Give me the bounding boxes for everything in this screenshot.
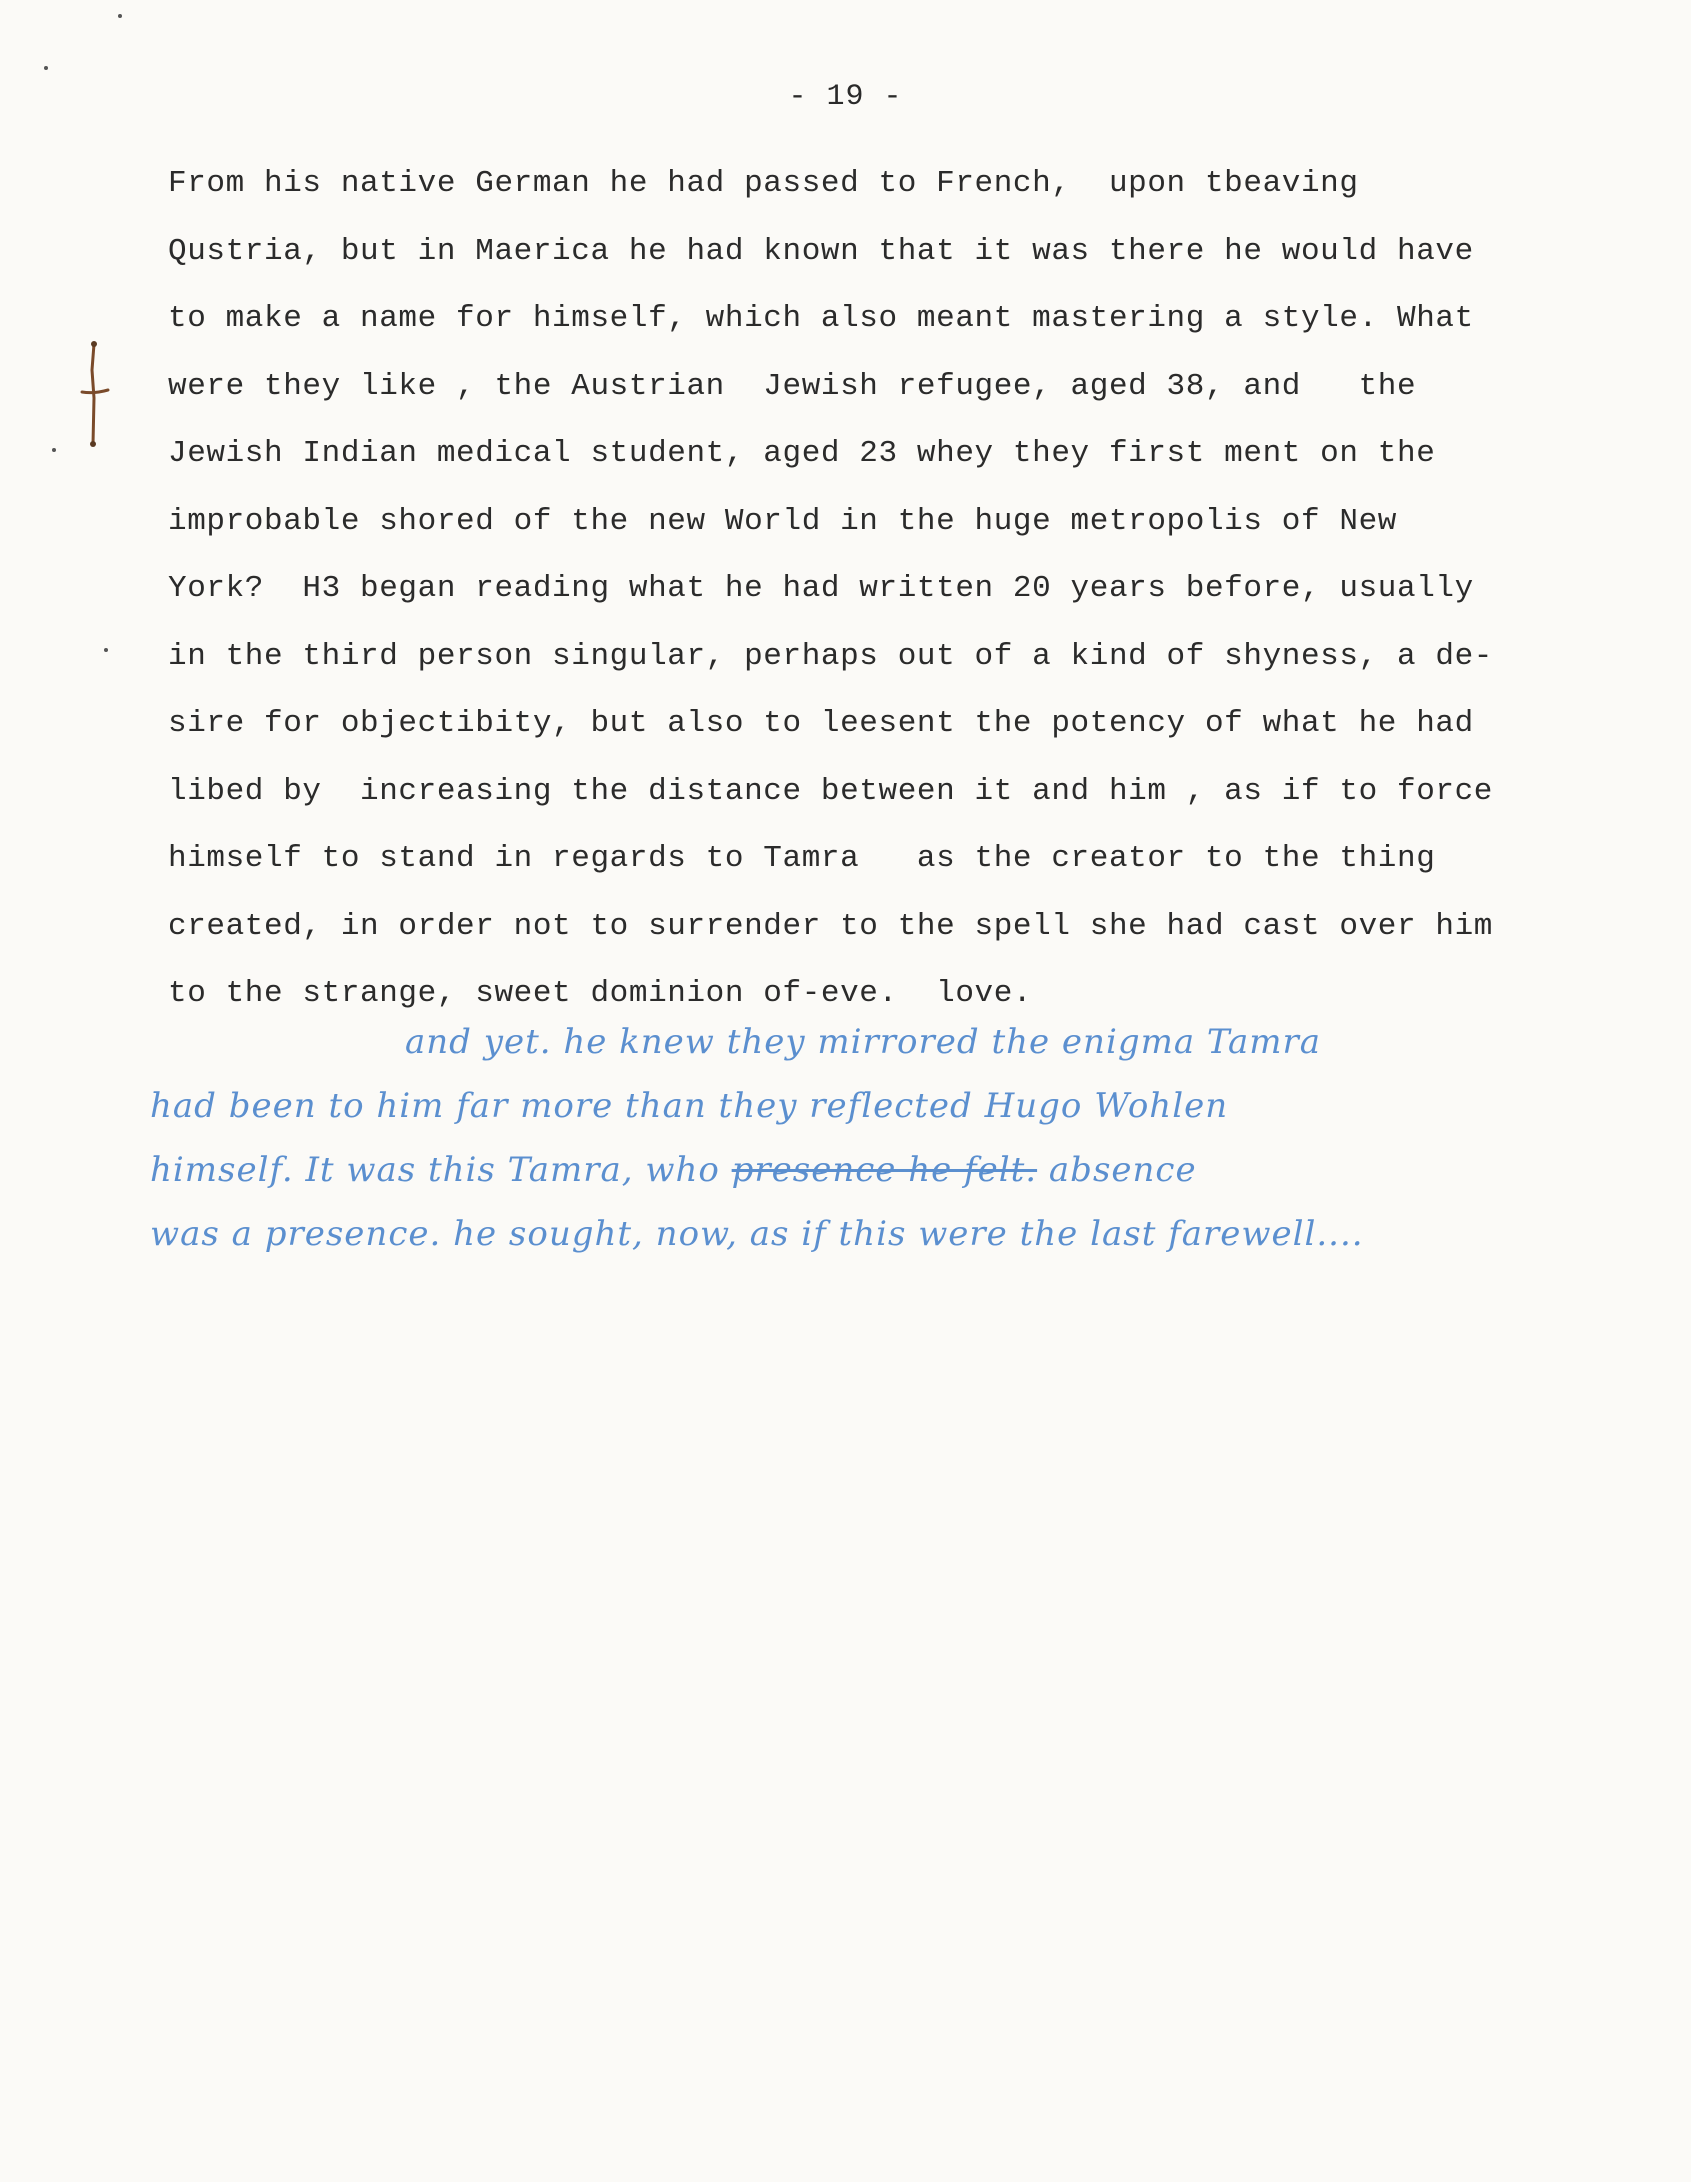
- paper-speck: [118, 14, 122, 18]
- paper-speck: [44, 66, 48, 70]
- handwritten-line: [150, 1138, 1570, 1202]
- paper-speck: [52, 448, 56, 452]
- typed-line: to the strange, sweet dominion of-eve. love.: [168, 976, 1033, 1011]
- typed-line: libed by increasing the distance between it and him , as if to force: [168, 773, 1494, 809]
- typed-line: Qustria, but in Maerica he had known that it was there he would have: [168, 233, 1474, 269]
- handwritten-line: had been to him far more than they reflected Hugo Wohlen: [150, 1086, 1229, 1126]
- margin-bracket-mark: [74, 340, 114, 450]
- struck-out-text: presence he felt.: [731, 1150, 1038, 1190]
- typed-line: created, in order not to surrender to the spell she had cast over him: [168, 908, 1494, 944]
- page-number: - 19 -: [788, 80, 903, 114]
- typed-line: From his native German he had passed to French, upon tbeaving: [168, 166, 1359, 201]
- typed-line: were they like , the Austrian Jewish refugee, aged 38, and the: [168, 368, 1417, 404]
- typed-line: York? H3 began reading what he had written 20 years before, usually: [168, 571, 1474, 606]
- typed-line: in the third person singular, perhaps out of a kind of shyness, a de-: [168, 638, 1494, 674]
- handwritten-annotation: [150, 1010, 1570, 1266]
- typed-text-body: [168, 150, 1568, 1028]
- handwritten-text: absence: [1048, 1150, 1197, 1190]
- handwritten-text: himself. It was this Tamra, who: [150, 1150, 720, 1190]
- typed-line: Jewish Indian medical student, aged 23 whey they first ment on the: [168, 436, 1436, 471]
- typed-line: improbable shored of the new World in the huge metropolis of New: [168, 503, 1397, 539]
- typed-line: himself to stand in regards to Tamra as the creator to the thing: [168, 841, 1436, 876]
- handwritten-line: and yet. he knew they mirrored the enigma Tamra: [405, 1022, 1321, 1062]
- paper-speck: [104, 648, 108, 652]
- typed-line: sire for objectibity, but also to leesent the potency of what he had: [168, 706, 1474, 741]
- handwritten-line: was a presence. he sought, now, as if this were the last farewell....: [150, 1214, 1364, 1254]
- typed-line: to make a name for himself, which also meant mastering a style. What: [168, 301, 1474, 336]
